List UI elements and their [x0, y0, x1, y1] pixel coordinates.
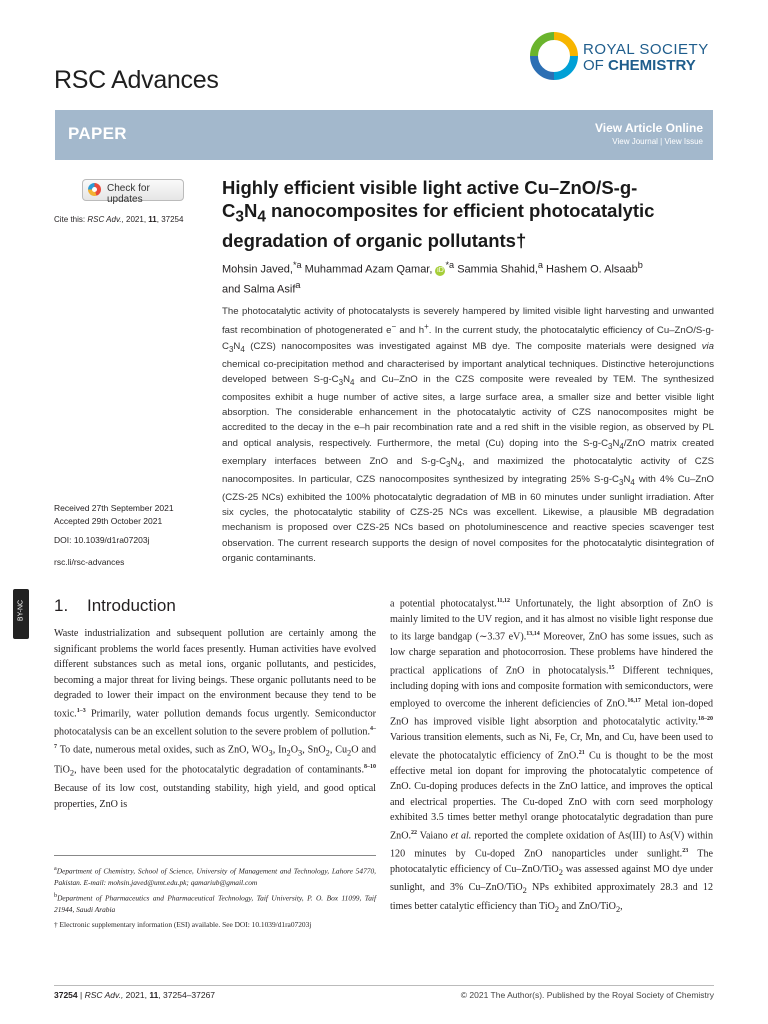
abstract: The photocatalytic activity of photocatalysts is severely hampered by limited visible light harvesting and unwanted fast recombination of photogenerated e− and h+. In the current study, the photocatalytic efficiency of $Cu-ZnO/S-g-C_3N_4$ (CZS) nanocomposites was investigated against MB dye. The composite materials were designed via chemical co-precipitation method and characterised by important analytical techniques. Distinctive heterojunctions developed between $S-g-C_3N_4$ and Cu–ZnO in the CZS composite were revealed by TEM. The synthesized composites exhibit a huge number of active sites, a large surface area, a smaller size and better visible light absorption. The considerable enhancement in the photocatalytic activity of CZS nanocomposites might be accredited to the decay in the e–h pair recombination rate and a red shift in the visible region, as observed by PL and optical analysis, respectively. Furthermore, the metal (Cu) doping into the $S-g-C_3N_4$/ZnO matrix created exemplary interfaces between ZnO and $S-g-C_3N_4$, and maximized the photocatalytic activity of CZS nanocomposites. In particular, CZS nanocomposites synthesized by integrating 25% $S-g-C_3N_4$ with 4% Cu–ZnO (CZS-25 NCs) exhibited the 100% photocatalytic degradation of MB in 60 minutes under sunlight irradiation. After six cycles, the photocatalytic stability of CZS-25 NCs was excellent. Likewise, a plausible MB degradation mechanism is proposed over CZS-25 NCs based on photoluminescence and reactive species scavenger test observation. The current research supports the design of novel composites for the photocatalytic disintegration of organic contaminants. — [222, 306, 714, 564]
view-journal-issue-links[interactable]: View Journal | View Issue — [612, 137, 703, 146]
rsc-logo[interactable] — [530, 30, 720, 88]
section-number: 1. — [54, 596, 69, 615]
logo-line-2: OF CHEMISTRY — [583, 57, 696, 74]
affiliation-b: $^b$Department of Pharmaceutics and Pharmaceutical Technology, Taif University, P. O. Box 11099, Taif 21944, Saudi Arabia — [54, 893, 376, 915]
accepted-date: Accepted 29th October 2021 — [54, 516, 163, 526]
affiliation-a: $^a$Department of Chemistry, School of Science, University of Management and Technology, Lahore 54770, Pakistan. E-mail: mohsin.javed@umt.edu.pk; qamariub@gmail.com — [54, 866, 376, 887]
body-column-right: a potential photocatalyst.$^{11,12}$ Unfortunately, the light absorption of ZnO is mainly limited to the UV region, and it has almost no visible light response due to its large bandgap (∼3.37 eV).$^{13,14}$ Moreover, ZnO has some issues, such as low charge separation and photocorrosion. These problems have hindered the practical applications of ZnO in photocatalysis.$^{15}$ Different techniques, including doping with ions and composite formation with semiconductors, were employed to overcome the inherent deficiencies of ZnO.$^{16,17}$ Metal ion-doped ZnO has improved visible light absorption and photocatalytic activity.$^{18-20}$ Various transition elements, such as Ni, Fe, Cr, Mn, and Cu, have been used to elevate the photocatalytic efficiency of ZnO.$^{21}$ Cu is thought to be the most effective metal ion dopant for improving the photocatalytic competence of ZnO. Cu-doping produces defects in the ZnO lattice, and improves the optical and electrical properties. The Cu-doped ZnO with corn seed morphology exhibited 3.5 times better methyl orange photocatalytic degradation than pure ZnO.$^{22}$ Vaiano et al. reported the complete oxidation of As(III) to As(V) within 120 minutes by Cu-doped ZnO nanoparticles under sunlight.$^{23}$ The photocatalytic efficiency of Cu–ZnO/TiO$_2$ was assessed against MO dye under sunlight, and 3% Cu–ZnO/TiO$_2$ NPs exhibited approximately 28.3 and 12 times better catalytic efficiency than TiO$_2$ and ZnO/TiO$_2$, — [390, 598, 713, 914]
doi[interactable]: DOI: 10.1039/d1ra07203j — [54, 535, 150, 545]
citation: Cite this: RSC Adv., 2021, 11, 37254 — [54, 215, 184, 224]
footer-divider — [54, 985, 714, 986]
footer-citation: 37254 | RSC Adv., 2021, 11, 37254–37267 — [54, 990, 216, 1000]
rsc-logo-icon — [530, 32, 578, 80]
esi-note: † Electronic supplementary information (ESI) available. See DOI: 10.1039/d1ra07203j — [54, 919, 312, 929]
article-type-banner — [55, 110, 713, 160]
view-article-online-link[interactable]: View Article Online — [594, 121, 703, 135]
section-title: Introduction — [87, 596, 176, 615]
author-list: Mohsin Javed,$^{*a}$ Muhammad Azam Qamar, $iD^{*a}$ Sammia Shahid,$^a$ Hashem O. Alsaab$^b$ and Salma Asif$^a$ — [222, 260, 643, 296]
received-date: Received 27th September 2021 — [54, 503, 174, 513]
crossmark-icon — [88, 183, 101, 196]
check-for-updates-button[interactable] — [82, 179, 184, 205]
logo-line-1: ROYAL SOCIETY — [583, 41, 709, 58]
article-type-label: PAPER — [68, 124, 127, 143]
footnote-divider — [54, 855, 376, 856]
cc-license-badge[interactable]: BY-NC — [13, 589, 29, 639]
footnotes — [54, 864, 376, 930]
orcid-icon[interactable]: iD — [437, 266, 444, 274]
body-column-left: Waste industrialization and subsequent pollution are certainly among the significant problems the world faces presently. Human activities have evolved different substances such as metal ions, organic pollutants, and pesticides, becoming a major threat for living beings. These organic pollutants need to be degraded to lower their impact on the environment because they tend to be toxic.$^{1-3}$ Primarily, water pollution demands focus urgently. Semiconductor photocatalysis can be an excellent solution to the severe problem of pollution.$^{4-7}$ To date, numerous metal oxides, such as ZnO, $WO_3$, $In_2O_3$, SnO$_2$, $Cu_2O$ and TiO$_2$, have been used for the photocatalytic degradation of contaminants.$^{8-10}$ Because of its low cost, outstanding stability, high yield, and good optical properties, ZnO is — [54, 628, 377, 810]
footer-copyright: © 2021 The Author(s). Published by the Royal Society of Chemistry — [460, 990, 714, 1000]
article-title: Highly efficient visible light active Cu–ZnO/S-g- $C_3N_4$ nanocomposites for efficient photocatalytic degradation of organic pollutants† — [222, 177, 655, 251]
journal-title: RSC Advances — [54, 66, 219, 94]
journal-link[interactable]: rsc.li/rsc-advances — [54, 557, 125, 567]
received-accepted-dates — [54, 502, 174, 528]
check-for-updates-label: Check for updates — [107, 183, 150, 205]
